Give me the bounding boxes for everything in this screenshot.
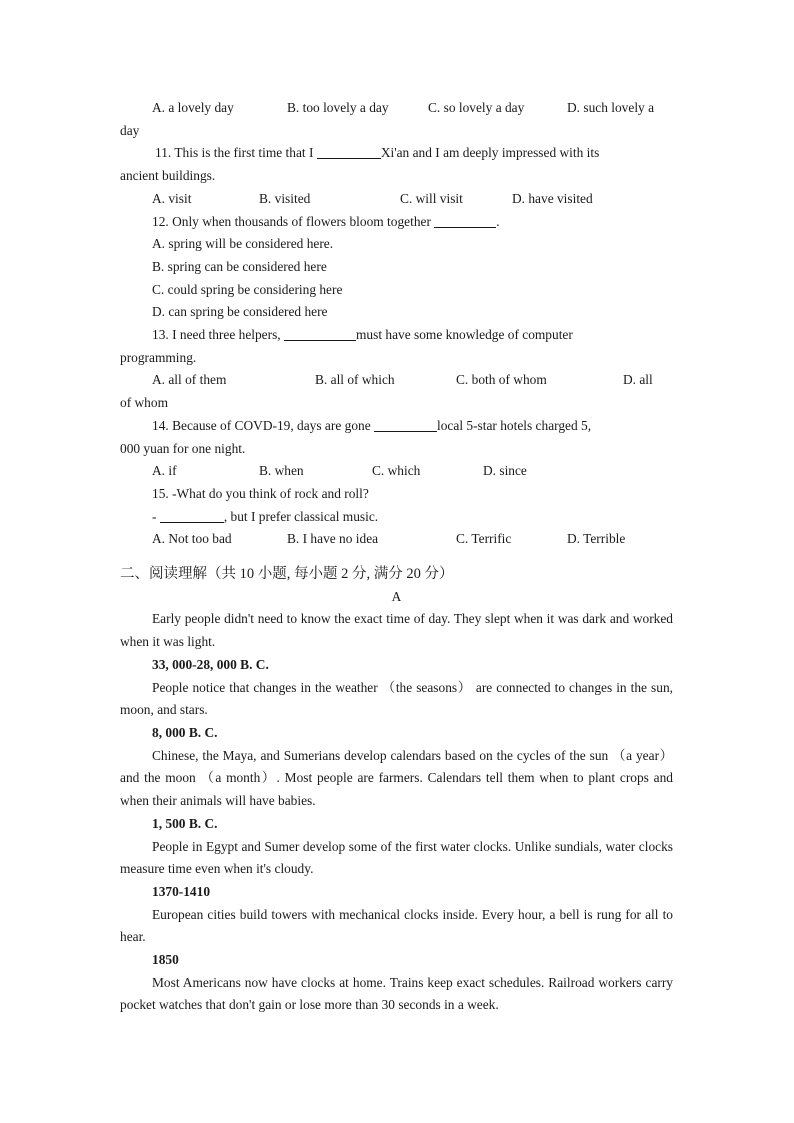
- q11-option-a[interactable]: A. visit: [152, 190, 192, 206]
- q13-option-a[interactable]: A. all of them: [152, 372, 227, 388]
- timeline-text: Chinese, the Maya, and Sumerians develop calendars based on the cycles of the sun （a year） and the moon （a month）. Most people are farmers. Calendars tell them when to plant crops and when their animals will have babies.: [120, 747, 673, 809]
- q10-option-wrap: day: [120, 122, 140, 138]
- q13-option-b[interactable]: B. all of which: [315, 372, 395, 388]
- q13-stem: 13. I need three helpers, must have some knowledge of computer: [152, 327, 573, 343]
- q13-option-c[interactable]: C. both of whom: [456, 372, 547, 388]
- exam-page: [120, 97, 673, 1017]
- q12-option-a[interactable]: A. spring will be considered here.: [152, 236, 334, 252]
- q10-option-a[interactable]: A. a lovely day: [152, 100, 234, 115]
- q14-option-b[interactable]: B. when: [259, 463, 304, 479]
- timeline-entry: [120, 654, 673, 722]
- q14-option-d[interactable]: D. since: [483, 463, 527, 479]
- timeline-date: 1, 500 B. C.: [152, 815, 218, 831]
- q15-option-b[interactable]: B. I have no idea: [287, 531, 379, 547]
- q13-options: [120, 369, 673, 392]
- q13-stem-cont: programming.: [120, 349, 197, 365]
- timeline-entry: [120, 949, 673, 1017]
- timeline-text: People in Egypt and Sumer develop some of the first water clocks. Unlike sundials, water clocks measure time even when it's cloudy.: [120, 838, 673, 877]
- q12-blank[interactable]: [434, 213, 496, 228]
- timeline-date: 1850: [152, 952, 179, 968]
- q11-options: [120, 188, 673, 211]
- q12-stem: 12. Only when thousands of flowers bloom together .: [152, 213, 500, 229]
- q11-option-d[interactable]: D. have visited: [512, 190, 593, 206]
- q14-option-c[interactable]: C. which: [372, 463, 421, 479]
- timeline-entry: [120, 813, 673, 881]
- q11-stem-cont: ancient buildings.: [120, 168, 216, 184]
- q11-blank[interactable]: [317, 144, 381, 159]
- q11-option-c[interactable]: C. will visit: [400, 190, 463, 206]
- q15-option-d[interactable]: D. Terrible: [567, 531, 626, 547]
- q10-options: [120, 97, 673, 120]
- q15-reply: - , but I prefer classical music.: [152, 508, 379, 524]
- q14-options: [120, 460, 673, 483]
- timeline-date: 8, 000 B. C.: [152, 724, 218, 740]
- q15-stem: 15. -What do you think of rock and roll?: [152, 485, 369, 501]
- timeline-text: People notice that changes in the weather （the seasons） are connected to changes in the sun, moon, and stars.: [120, 679, 673, 718]
- section-heading: 二、阅读理解（共 10 小题, 每小题 2 分, 满分 20 分）: [120, 566, 454, 583]
- q10-option-b[interactable]: B. too lovely a day: [287, 100, 389, 115]
- timeline-date: 33, 000-28, 000 B. C.: [152, 656, 269, 672]
- q10-option-d[interactable]: D. such lovely a: [567, 100, 655, 115]
- timeline-text: European cities build towers with mechanical clocks inside. Every hour, a bell is rung for all to hear.: [120, 906, 673, 945]
- q14-option-a[interactable]: A. if: [152, 463, 177, 479]
- passage-label: A: [391, 588, 402, 604]
- timeline-entry: [120, 881, 673, 949]
- q15-blank[interactable]: [160, 508, 224, 523]
- timeline-date: 1370-1410: [152, 883, 211, 899]
- q12-option-d[interactable]: D. can spring be considered here: [152, 304, 328, 320]
- q14-blank[interactable]: [374, 417, 437, 432]
- timeline-text: Most Americans now have clocks at home. Trains keep exact schedules. Railroad workers carry pocket watches that don't gain or lose more than 30 seconds in a week.: [120, 974, 673, 1013]
- q15-option-a[interactable]: A. Not too bad: [152, 531, 232, 547]
- q13-blank[interactable]: [284, 326, 356, 341]
- q11-stem: 11. This is the first time that I Xi'an and I am deeply impressed with its: [155, 145, 600, 161]
- q15-options: [120, 528, 673, 551]
- q12-option-b[interactable]: B. spring can be considered here: [152, 258, 327, 274]
- q11-option-b[interactable]: B. visited: [259, 190, 311, 206]
- q15-option-c[interactable]: C. Terrific: [456, 531, 512, 547]
- q12-option-c[interactable]: C. could spring be considering here: [152, 281, 343, 297]
- q13-option-wrap: of whom: [120, 395, 168, 411]
- passage-intro: Early people didn't need to know the exact time of day. They slept when it was dark and worked when it was light.: [120, 611, 673, 650]
- q14-stem: 14. Because of COVD-19, days are gone local 5-star hotels charged 5,: [152, 417, 592, 433]
- q10-option-c[interactable]: C. so lovely a day: [428, 100, 525, 115]
- q14-stem-cont: 000 yuan for one night.: [120, 440, 246, 456]
- timeline-entry: [120, 722, 673, 813]
- q13-option-d[interactable]: D. all: [623, 372, 653, 388]
